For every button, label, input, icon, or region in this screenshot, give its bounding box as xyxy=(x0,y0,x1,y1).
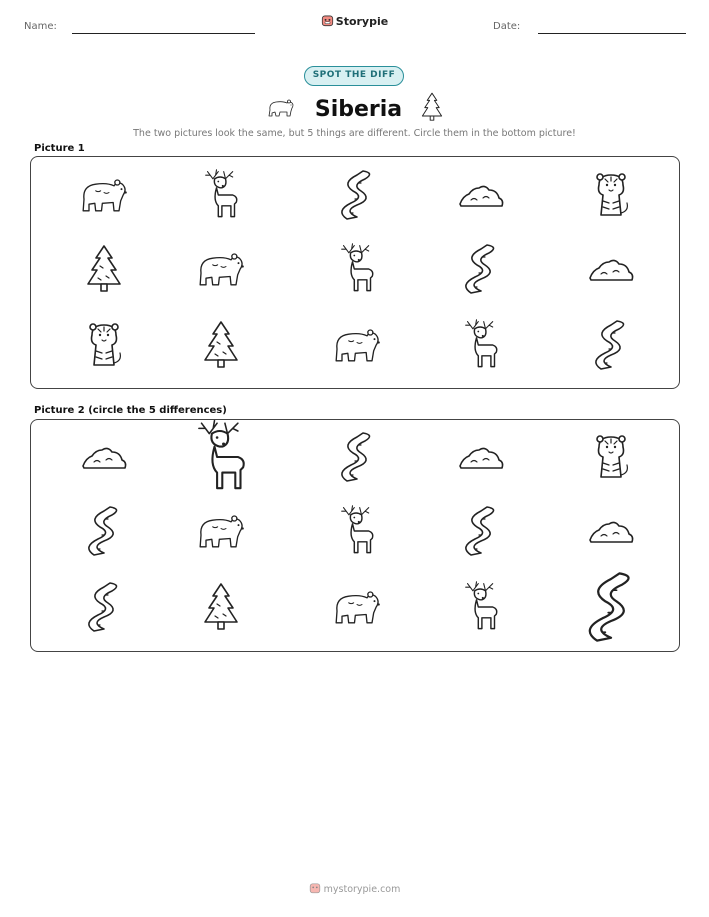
tiger-icon xyxy=(589,171,633,223)
spot-the-diff-badge: SPOT THE DIFF xyxy=(304,66,404,86)
bear-icon xyxy=(332,323,382,371)
storypie-mascot-icon xyxy=(309,882,321,897)
pine-tree-icon xyxy=(421,92,443,126)
snow-mound-icon[interactable] xyxy=(457,442,505,476)
snow-mound-icon xyxy=(457,180,505,214)
deer-icon[interactable] xyxy=(188,418,254,500)
date-label: Date: xyxy=(493,21,521,32)
deer-icon[interactable] xyxy=(458,580,504,638)
picture2-label: Picture 2 (circle the 5 differences) xyxy=(34,405,227,416)
snow-mound-icon xyxy=(587,254,635,288)
bear-icon xyxy=(79,173,129,221)
river-icon[interactable] xyxy=(583,570,639,648)
river-icon[interactable] xyxy=(84,505,124,561)
picture1-label: Picture 1 xyxy=(34,143,85,154)
bear-icon[interactable] xyxy=(332,585,382,633)
pine-tree-icon xyxy=(203,320,239,374)
picture1-panel xyxy=(30,156,680,389)
river-icon[interactable] xyxy=(337,431,377,487)
footer xyxy=(0,882,709,897)
bear-icon xyxy=(266,95,296,123)
picture2-panel[interactable] xyxy=(30,419,680,652)
river-icon[interactable] xyxy=(461,505,501,561)
bear-icon xyxy=(196,247,246,295)
tiger-icon[interactable] xyxy=(589,433,633,485)
pine-tree-icon[interactable] xyxy=(203,582,239,636)
brand-name: Storypie xyxy=(335,15,389,28)
storypie-mascot-icon xyxy=(321,14,334,30)
tiger-icon xyxy=(82,321,126,373)
title-row xyxy=(0,92,709,126)
snow-mound-icon[interactable] xyxy=(80,442,128,476)
instructions: The two pictures look the same, but 5 things are different. Circle them in the bottom picture! xyxy=(133,128,576,139)
snow-mound-icon[interactable] xyxy=(587,516,635,550)
river-icon[interactable] xyxy=(84,581,124,637)
deer-icon xyxy=(458,318,504,376)
date-line[interactable] xyxy=(538,33,686,34)
deer-icon[interactable] xyxy=(334,504,380,562)
deer-icon xyxy=(334,242,380,300)
bear-icon[interactable] xyxy=(196,509,246,557)
footer-url: mystorypie.com xyxy=(323,884,401,895)
page-title: Siberia xyxy=(314,96,403,122)
river-icon xyxy=(337,169,377,225)
river-icon xyxy=(461,243,501,299)
name-line[interactable] xyxy=(72,33,255,34)
pine-tree-icon xyxy=(86,244,122,298)
name-label: Name: xyxy=(24,21,57,32)
river-icon xyxy=(591,319,631,375)
deer-icon xyxy=(198,168,244,226)
brand-logo xyxy=(0,14,709,30)
